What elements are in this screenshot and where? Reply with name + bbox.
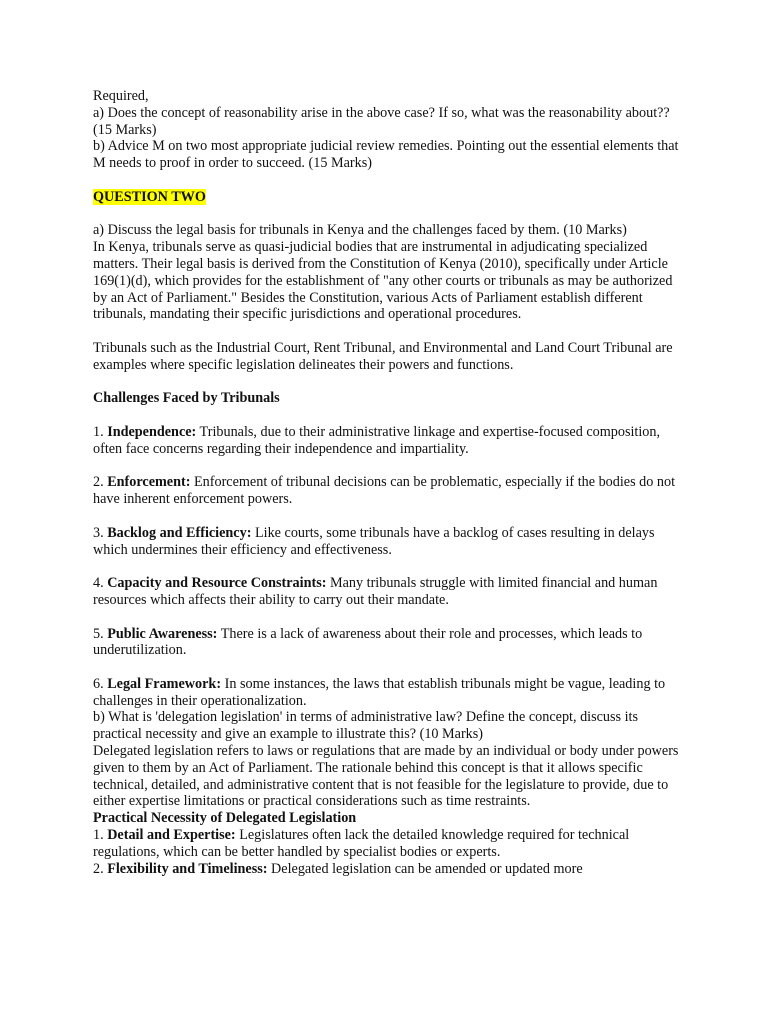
part-a-prompt: a) Discuss the legal basis for tribunals in Kenya and the challenges faced by them. (10 Marks) — [93, 222, 627, 239]
spacer — [93, 172, 683, 189]
delegated-legislation-paragraph: Delegated legislation refers to laws or regulations that are made by an individual or body under powers given to them by an Act of Parliament. The rationale behind this concept is that it allows specific technical, detailed, and administrative content that is not feasible for the legislature to provide, due to either expertise limitations or practical considerations such as time restraints. — [93, 743, 679, 810]
tribunal-examples-paragraph: Tribunals such as the Industrial Court, Rent Tribunal, and Environmental and Land Court Tribunal are examples where specific legislation delineates their powers and functions. — [93, 339, 673, 373]
spacer — [93, 323, 683, 340]
challenge-title: Capacity and Resource Constraints: — [107, 575, 327, 592]
question-two-heading: QUESTION TWO — [93, 188, 206, 205]
spacer — [93, 558, 683, 575]
spacer — [93, 659, 683, 676]
challenge-item — [93, 676, 683, 710]
challenges-heading — [93, 390, 683, 407]
challenge-number: 6. — [93, 675, 108, 692]
challenge-item — [93, 474, 683, 508]
document-page — [93, 88, 683, 877]
challenge-title: Enforcement: — [107, 474, 191, 491]
challenge-number: 1. — [93, 423, 108, 440]
challenge-item — [93, 525, 683, 559]
spacer — [93, 206, 683, 223]
challenge-text: Like courts, some tribunals have a backlog of cases resulting in delays which undermines their efficiency and effectiveness. — [93, 524, 655, 558]
required-question-a: a) Does the concept of reasonability arise in the above case? If so, what was the reasonability about??(15 Marks) — [93, 104, 670, 138]
challenge-text: Tribunals, due to their administrative linkage and expertise-focused composition, often face concerns regarding their independence and impartiality. — [93, 423, 661, 457]
question-two-heading-line — [93, 189, 683, 206]
spacer — [93, 609, 683, 626]
challenge-text: There is a lack of awareness about their role and processes, which leads to underutilization. — [93, 625, 643, 659]
necessity-item — [93, 827, 683, 861]
challenge-item — [93, 575, 683, 609]
spacer — [93, 407, 683, 424]
necessity-heading-text: Practical Necessity of Delegated Legislation — [93, 810, 357, 827]
challenge-title: Public Awareness: — [107, 625, 218, 642]
legal-basis-paragraph: In Kenya, tribunals serve as quasi-judicial bodies that are instrumental in adjudicating specialized matters. Their legal basis is derived from the Constitution of Kenya (2010), specifically under Article 169(1)(d), which provides for the establishment of "any other courts or tribunals as may be authorized by an Act of Parliament." Besides the Constitution, various Acts of Parliament establish different tribunals, mandating their specific jurisdictions and operational procedures. — [93, 239, 673, 323]
challenge-item — [93, 626, 683, 660]
challenge-number: 2. — [93, 474, 108, 491]
required-question-b: b) Advice M on two most appropriate judicial review remedies. Pointing out the essential elements that M needs to proof in order to succeed. (15 Marks) — [93, 138, 679, 172]
necessity-title: Detail and Expertise: — [107, 827, 236, 844]
necessity-heading — [93, 810, 683, 827]
challenges-heading-text: Challenges Faced by Tribunals — [93, 390, 280, 407]
necessity-number: 2. — [93, 860, 108, 877]
spacer — [93, 458, 683, 475]
challenge-text: In some instances, the laws that establish tribunals might be vague, leading to challenges in their operationalization. — [93, 675, 666, 709]
challenge-title: Legal Framework: — [107, 675, 222, 692]
challenge-number: 5. — [93, 625, 108, 642]
challenge-title: Backlog and Efficiency: — [107, 524, 252, 541]
spacer — [93, 374, 683, 391]
challenge-text: Many tribunals struggle with limited financial and human resources which affects their ability to carry out their mandate. — [93, 575, 658, 608]
required-heading: Required, — [93, 88, 149, 104]
necessity-text: Delegated legislation can be amended or updated more — [267, 860, 583, 877]
challenge-number: 4. — [93, 575, 108, 592]
necessity-text: Legislatures often lack the detailed knowledge required for technical regulations, which can be better handled by specialist bodies or experts. — [93, 827, 630, 860]
challenge-text: Enforcement of tribunal decisions can be problematic, especially if the bodies do not have inherent enforcement powers. — [93, 474, 676, 508]
necessity-number: 1. — [93, 827, 108, 844]
necessity-item — [93, 861, 683, 878]
challenge-title: Independence: — [107, 423, 197, 440]
part-b-prompt: b) What is 'delegation legislation' in terms of administrative law? Define the concept, discuss its practical necessity and give an example to illustrate this? (10 Marks) — [93, 709, 639, 743]
challenge-item — [93, 424, 683, 458]
necessity-title: Flexibility and Timeliness: — [107, 860, 268, 877]
spacer — [93, 508, 683, 525]
challenge-number: 3. — [93, 524, 108, 541]
